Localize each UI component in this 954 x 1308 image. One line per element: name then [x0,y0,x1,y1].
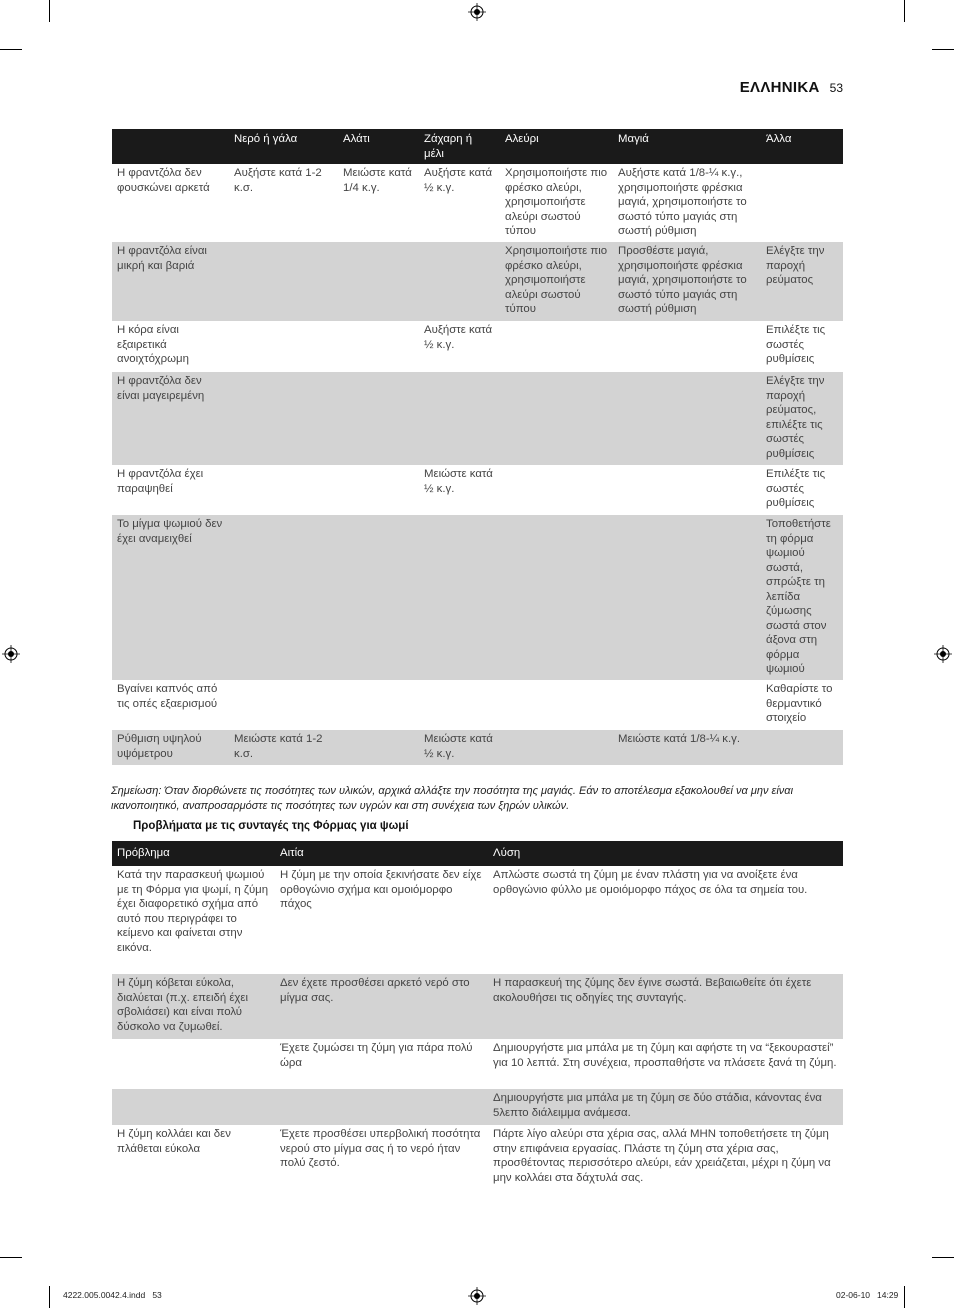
crop-mark [904,1286,905,1308]
table-cell: Ελέγξτε την παροχή ρεύματος, επιλέξτε τις σωστές ρυθμίσεις [761,372,843,465]
note-paragraph [111,784,846,814]
language-label: ΕΛΛΗΝΙΚΑ [739,79,820,96]
recipe-problems-table [112,841,843,1189]
table-cell [761,730,843,765]
table-cell [613,321,761,372]
column-header: Λύση [488,841,843,866]
table-cell: Χρησιμοποιήστε πιο φρέσκο αλεύρι, χρησιμοποιήστε αλεύρι σωστού τύπου [500,242,613,321]
table-cell [229,242,338,321]
table-cell: Η ζύμη κολλάει και δεν πλάθεται εύκολα [117,1128,231,1155]
table-cell: Η ζύμη κόβεται εύκολα, διαλύεται (π.χ. επειδή έχει σβολιάσει) και είναι πολύ δύσκολο να ζυμωθεί. [112,974,275,1039]
registration-mark-icon [468,3,486,21]
table-cell: Η ζύμη με την οποία ξεκινήσατε δεν είχε ορθογώνιο σχήμα και ομοιόμορφο πάχος [280,869,482,910]
table-cell: Καθαρίστε το θερμαντικό στοιχείο [766,683,833,724]
table-cell: Έχετε προσθέσει υπερβολική ποσότητα νερού στο μίγμα σας ή το νερό ήταν πολύ ζεστό. [280,1128,481,1169]
note-text: Όταν διορθώνετε τις ποσότητες των υλικών, αρχικά αλλάξτε την ποσότητα της μαγιάς. Εάν το αποτέλεσμα εξακολουθεί να μην είναι ικανοποιητικό, αναπροσαρμόστε τις ποσότητες των υγρών και στη συνέχεια των ξηρών υλικών. [111,785,794,812]
table-row [112,372,843,465]
table-row [112,321,843,372]
table-cell: Κατά την παρασκευή ψωμιού με τη Φόρμα για ψωμί, η ζύμη έχει διαφορετικό σχήμα από αυτό που περιγράφει το κείμενο και φαίνεται στην εικόνα. [117,869,269,954]
table-cell: Η παρασκευή της ζύμης δεν έγινε σωστά. Βεβαιωθείτε ότι έχετε ακολουθήσει τις οδηγίες της συνταγής. [488,974,843,1039]
table-header-row [112,129,843,164]
table-row [112,1039,843,1089]
table-row [112,242,843,321]
section-title: Προβλήματα με τις συνταγές της Φόρμας για ψωμί [133,820,409,832]
note-label: Σημείωση: [111,785,162,797]
table-cell [338,242,419,321]
table-cell [229,465,338,515]
table-cell: Δημιουργήστε μια μπάλα με τη ζύμη και αφήστε τη να “ξεκουραστεί” για 10 λεπτά. Στη συνέχεια, προσπαθήστε να πλάσετε ξανά τη ζύμη. [493,1042,837,1069]
page-header [740,79,843,96]
table-cell [419,680,500,730]
column-header: Μαγιά [613,129,761,164]
table-row [112,974,843,1039]
table-row [112,1125,843,1189]
crop-mark [932,1257,954,1258]
column-header: Αλάτι [338,129,419,164]
table-cell [613,465,761,515]
table-cell [338,680,419,730]
table-cell: Η φραντζόλα δεν φουσκώνει αρκετά [117,167,210,194]
table-cell [229,515,338,680]
table-row [112,866,843,974]
table-cell [419,372,500,465]
table-cell [500,465,613,515]
table-cell: Μειώστε κατά ½ κ.γ. [419,730,500,765]
table-cell [338,515,419,680]
table-cell [500,515,613,680]
registration-mark-icon [934,645,952,663]
table-cell [229,321,338,372]
table-cell: Η κόρα είναι εξαιρετικά ανοιχτόχρωμη [117,324,189,365]
column-header: Νερό ή γάλα [229,129,338,164]
table-cell: Δημιουργήστε μια μπάλα με τη ζύμη σε δύο στάδια, κάνοντας ένα 5λεπτο διάλειμμα ανάμεσα. [488,1089,843,1125]
table-cell: Αυξήστε κατά 1-2 κ.σ. [234,167,322,194]
column-header: Αιτία [275,841,488,866]
table-cell: Χρησιμοποιήστε πιο φρέσκο αλεύρι, χρησιμοποιήστε αλεύρι σωστού τύπου [505,167,608,237]
table-cell [229,372,338,465]
column-header: Ζάχαρη ή μέλι [419,129,500,164]
crop-mark [49,0,50,22]
table-cell [613,680,761,730]
table-row [112,164,843,242]
table-cell: Μειώστε κατά 1-2 κ.σ. [229,730,338,765]
table-cell: Η φραντζόλα δεν είναι μαγειρεμένη [112,372,229,465]
table-cell: Μειώστε κατά 1/4 κ.γ. [343,167,412,194]
troubleshooting-table [112,129,843,765]
table-cell [761,164,843,242]
table-cell [613,372,761,465]
table-cell: Επιλέξτε τις σωστές ρυθμίσεις [766,324,826,365]
table-cell: Τοποθετήστε τη φόρμα ψωμιού σωστά, σπρώξτε τη λεπίδα ζύμωσης σωστά στον άξονα στη φόρμα ψωμιού [761,515,843,680]
table-cell [338,465,419,515]
table-cell: Μειώστε κατά 1/8-¼ κ.γ. [613,730,761,765]
table-cell [419,242,500,321]
table-cell: Το μίγμα ψωμιού δεν έχει αναμειχθεί [112,515,229,680]
table-cell: Έχετε ζυμώσει τη ζύμη για πάρα πολύ ώρα [280,1042,473,1069]
table-cell: Ρύθμιση υψηλού υψόμετρου [112,730,229,765]
table-cell [229,680,338,730]
table-cell: Πάρτε λίγο αλεύρι στα χέρια σας, αλλά ΜΗΝ τοποθετήσετε τη ζύμη στην επιφάνεια εργασίας. Πλάστε τη ζύμη στα χέρια σας, προσθέτοντας περισσότερο αλεύρι, εάν χρειάζεται, μέχρι η ζύμη να μην κολλάει στα δάχτυλά σας. [493,1128,831,1184]
table-cell [613,515,761,680]
table-cell [500,730,613,765]
column-header: Αλεύρι [500,129,613,164]
table-cell [338,372,419,465]
table-header-row [112,841,843,866]
page-number: 53 [829,81,843,95]
table-cell: Βγαίνει καπνός από τις οπές εξαερισμού [117,683,218,710]
table-cell [500,372,613,465]
table-row [112,515,843,680]
crop-mark [932,49,954,50]
table-cell: Αυξήστε κατά ½ κ.γ. [424,324,493,351]
column-header: Πρόβλημα [112,841,275,866]
crop-mark [0,1257,22,1258]
table-cell: Μειώστε κατά ½ κ.γ. [424,468,493,495]
table-row [112,1089,843,1125]
footer-time: 14:29 [877,1290,899,1300]
table-cell [500,321,613,372]
table-cell: Αυξήστε κατά ½ κ.γ. [424,167,493,194]
table-cell: Προσθέστε μαγιά, χρησιμοποιήστε φρέσκια μαγιά, χρησιμοποιήστε το σωστό τύπο μαγιάς στη σωστή ρύθμιση [613,242,761,321]
table-cell: Η φραντζόλα είναι μικρή και βαριά [112,242,229,321]
column-header: Άλλα [761,129,843,164]
table-cell [500,680,613,730]
registration-mark-icon [468,1287,486,1305]
table-cell: Επιλέξτε τις σωστές ρυθμίσεις [766,468,826,509]
table-row [112,730,843,765]
column-header [112,129,229,164]
table-cell: Απλώστε σωστά τη ζύμη με έναν πλάστη για να ανοίξετε ένα ορθογώνιο φύλλο με ομοιόμορφο πάχος σε όλα τα σημεία του. [493,869,808,896]
table-cell [419,515,500,680]
footer-date: 02-06-10 [836,1290,871,1300]
table-cell [112,1089,275,1125]
table-cell [338,730,419,765]
table-cell [112,1039,275,1089]
table-row [112,465,843,515]
crop-mark [0,49,22,50]
table-row [112,680,843,730]
table-cell: Δεν έχετε προσθέσει αρκετό νερό στο μίγμα σας. [275,974,488,1039]
crop-mark [49,1286,50,1308]
footer-file-slug: 4222.005.0042.4.indd 53 [63,1290,162,1300]
table-cell [275,1089,488,1125]
crop-mark [904,0,905,22]
table-cell: Αυξήστε κατά 1/8-¼ κ.γ., χρησιμοποιήστε φρέσκια μαγιά, χρησιμοποιήστε το σωστό τύπο μαγιάς στη σωστή ρύθμιση [618,167,747,237]
table-cell: Ελέγξτε την παροχή ρεύματος [761,242,843,321]
table-cell: Η φραντζόλα έχει παραψηθεί [117,468,204,495]
registration-mark-icon [2,645,20,663]
table-cell [338,321,419,372]
